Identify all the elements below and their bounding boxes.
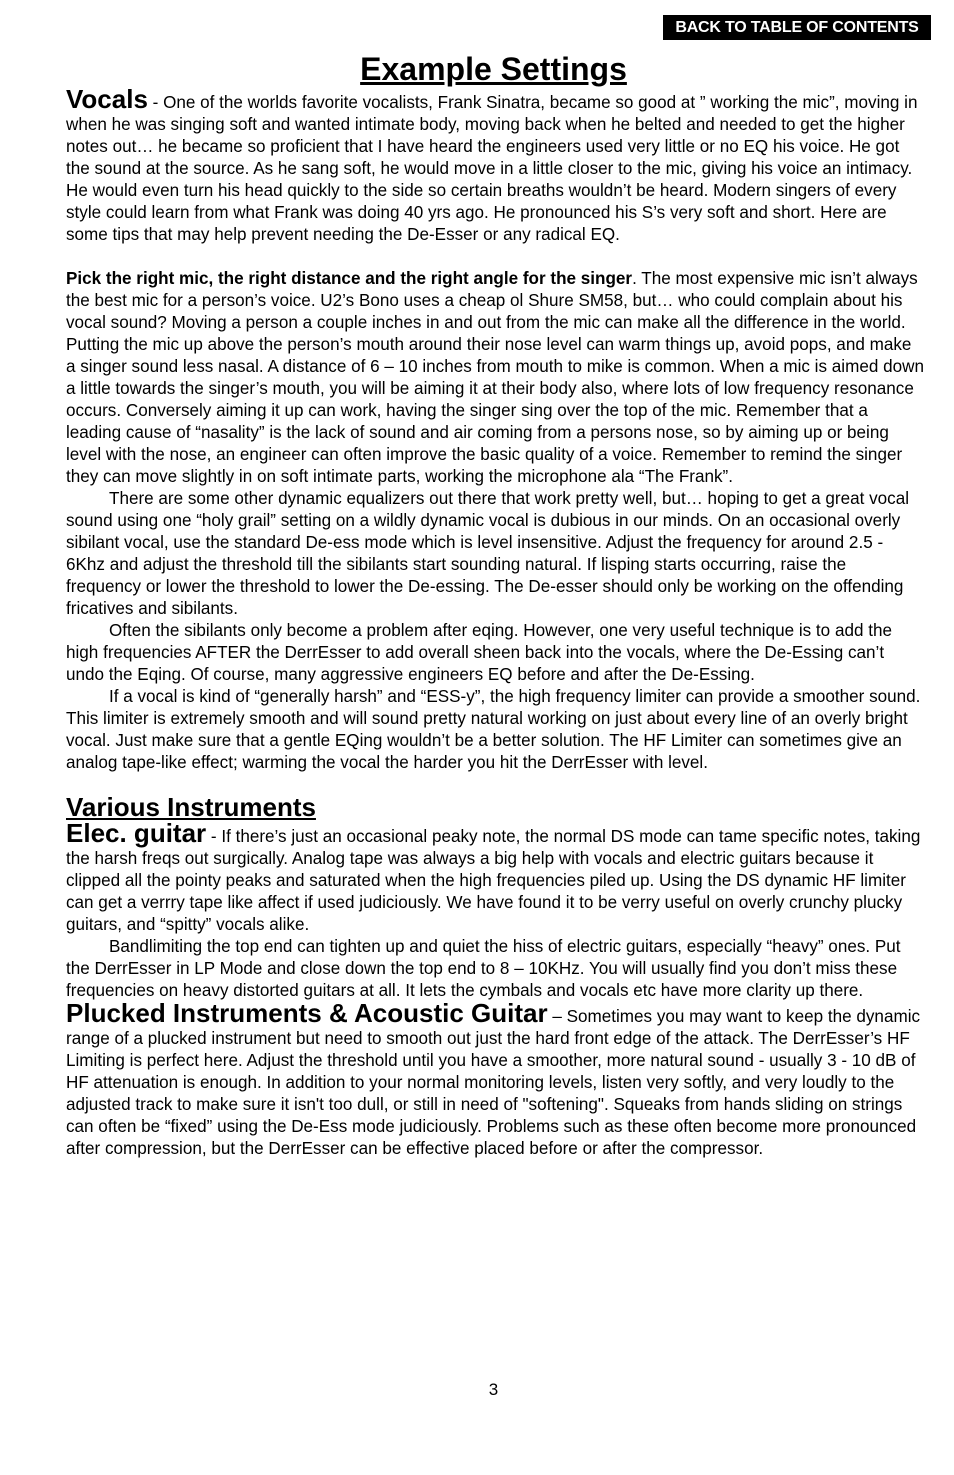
vocals-sibilants-paragraph: Often the sibilants only become a problem after eqing. However, one very useful technique is to add the high frequencies AFTER the DerrEsser to add overall sheen back into the vocals, where the De-Essing can’t undo the Eqing. Of course, many aggressive engineers EQ before and after the De-Essing. — [66, 621, 892, 684]
page-number: 3 — [488, 1380, 499, 1399]
vocals-harsh-paragraph: If a vocal is kind of “generally harsh” and “ESS-y”, the high frequency limiter can provide a smoother sound. This limiter is extremely smooth and will sound pretty natural working on just about every line of an overly bright vocal. Just make sure that a gentle EQing wouldn’t be a better solution. The HF Limiter can sometimes give an analog tape-like effect; warming the vocal the harder you hit the DerrEsser with level. — [66, 687, 921, 772]
page-content — [66, 84, 924, 1160]
vocals-tip-paragraph — [66, 268, 924, 488]
elec-guitar-paragraph — [66, 818, 924, 936]
various-instruments-heading: Various Instruments — [66, 792, 316, 822]
vocals-intro-text: - One of the worlds favorite vocalists, Frank Sinatra, became so good at ” working the mic”, moving in when he was singing soft and wanted intimate body, moving back when he belted and needed to get the higher notes out… he became so proficient that I have heard the engineers used very little or no EQ his voice. He got the sound at the source. As he sang soft, he would move in a little closer to the mic, giving his voice an intimacy. He would even turn his head quickly to the side so certain breaths wouldn’t be heard. Modern singers of every style could learn from what Frank was doing 40 yrs ago. He pronounced his S’s very soft and short. Here are some tips that may help prevent needing the De-Esser or any radical EQ. — [66, 93, 918, 244]
vocals-tip-lead: Pick the right mic, the right distance and the right angle for the singer — [66, 269, 633, 288]
vocals-heading: Vocals — [66, 84, 148, 114]
vocals-dynamic-paragraph: There are some other dynamic equalizers out there that work pretty well, but… hoping to get a great vocal sound using one “holy grail” setting on a wildly dynamic vocal is dubious in our minds. On an occasional overly sibilant vocal, use the standard De-ess mode which is level insensitive. Adjust the frequency for around 2.5 - 6Khz and adjust the threshold till the sibilants start sounding natural. If lisping starts occurring, raise the frequency or lower the threshold to lower the De-essing. The De-esser should only be working on the offending fricatives and sibilants. — [66, 489, 910, 618]
page-title: Example Settings — [360, 51, 627, 87]
elec-guitar-text: - If there’s just an occasional peaky note, the normal DS mode can tame specific notes, taking the harsh freqs out surgically. Analog tape was always a big help with vocals and electric guitars because it clipped all the pointy peaks and saturated when the high frequencies piled up. Using the DS dynamic HF limiter can get a verrry tape like affect if used judiciously. We have found it to be verry useful on overly crunchy plucky guitars, and “spitty” vocals alike. — [66, 827, 921, 934]
back-to-toc-button[interactable]: BACK TO TABLE OF CONTENTS — [663, 15, 931, 40]
plucked-heading: Plucked Instruments & Acoustic Guitar — [66, 998, 548, 1028]
elec-guitar-bandlimit-paragraph: Bandlimiting the top end can tighten up and quiet the hiss of electric guitars, especially “heavy” ones. Put the DerrEsser in LP Mode and close down the top end to 8 – 10KHz. You will usually find you don’t miss these frequencies on heavy distorted guitars at all. It lets the cymbals and vocals etc have more clarity up there. — [66, 937, 901, 1000]
plucked-paragraph — [66, 998, 924, 1160]
vocals-intro-paragraph — [66, 84, 924, 246]
elec-guitar-heading: Elec. guitar — [66, 818, 207, 848]
vocals-tip-text: . The most expensive mic isn’t always the best mic for a person’s voice. U2’s Bono uses a cheap ol Shure SM58, but… who could complain about his vocal sound? Moving a person a couple inches in and out from the mic can make all the difference in the world. Putting the mic up above the person’s mouth around their nose level can warm things up, avoid pops, and make a singer sound less nasal. A distance of 6 – 10 inches from mouth to mike is common. When a mic is aimed down a little towards the singer’s mouth, you will be aiming it at their body also, where lots of low frequency resonance occurs. Conversely aiming it up can work, having the singer sing over the top of the mic. Remember that a leading cause of “nasality” is the lack of sound and air coming from a persons nose, so by aiming up or being level with the nose, an engineer can often improve the basic quality of a voice. Remember to remind the singer they can move slightly in on soft intimate parts, working the microphone ala “The Frank”. — [66, 269, 924, 486]
plucked-text: – Sometimes you may want to keep the dynamic range of a plucked instrument but need to smooth out just the hard front edge of the attack. The DerrEsser’s HF Limiting is perfect here. Adjust the threshold until you have a smoother, more natural sound - usually 3 - 10 dB of HF attenuation is enough. In addition to your normal monitoring levels, listen very softly, and very loudly to the adjusted track to make sure it isn't too dull, or still in need of "softening". Squeaks from hands sliding on strings can often be “fixed” using the De-Ess mode judiciously. Problems such as these often become more pronounced after compression, but the DerrEsser can be effective placed before or after the compressor. — [66, 1007, 921, 1158]
